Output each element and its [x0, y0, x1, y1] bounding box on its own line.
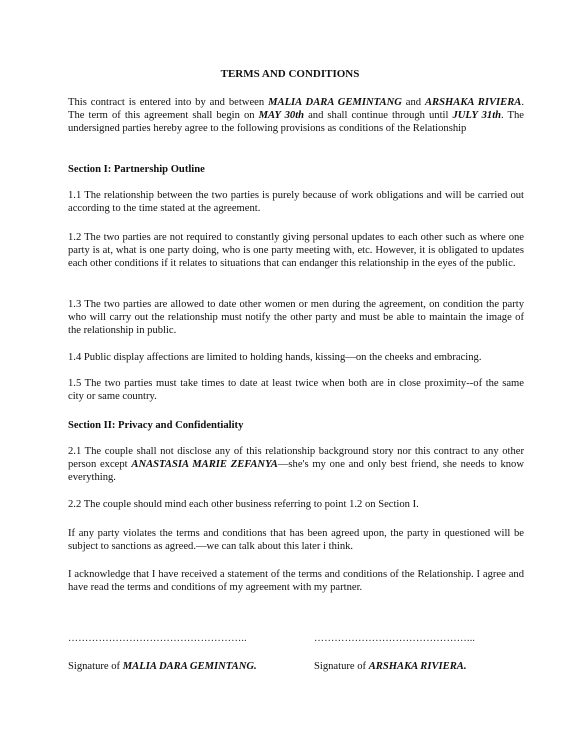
clause-1-1: 1.1 The relationship between the two parties is purely because of work obligations and will be carried out according to the time stated at the agreement. [68, 190, 524, 215]
section1-heading: Section I: Partnership Outline [68, 164, 205, 175]
clause-1-5: 1.5 The two parties must take times to date at least twice when both are in close proximity--of the same city or same country. [68, 378, 524, 403]
signature-label-left [68, 660, 257, 673]
intro-paragraph [68, 96, 524, 136]
clause-1-3: 1.3 The two parties are allowed to date other women or men during the agreement, on condition the party who will carry out the relationship must notify the other party and must be able to maintain the image of the relationship in public. [68, 299, 524, 337]
clause-1-4: 1.4 Public display affections are limited to holding hands, kissing—on the cheeks and embracing. [68, 352, 482, 363]
signature-prefix-right: Signature of [314, 661, 369, 672]
start-date: MAY 30th [258, 110, 305, 122]
intro-text-1: This contract is entered into by and between [68, 97, 269, 108]
signature-label-right [314, 660, 466, 673]
signature-name-left: MALIA DARA GEMINTANG. [122, 661, 257, 672]
party1-name: MALIA DARA GEMINTANG [268, 97, 402, 108]
violation-paragraph: If any party violates the terms and conditions that has been agreed upon, the party in questioned will be subject to sanctions as agreed.—we can talk about this later i think. [68, 528, 524, 553]
clause-2-1-text-a: 2.1 The couple shall not disclose any of this relationship background story nor this contract to any other person except [68, 446, 524, 471]
intro-text-3: . The term of this agreement shall begin on [68, 97, 524, 122]
clause-2-1-text-b: —she's my one and only best friend, she needs to know everything. [68, 459, 524, 484]
party2-name: ARSHAKA RIVIERA [424, 97, 522, 108]
signature-prefix-left: Signature of [68, 661, 123, 672]
clause-1-2: 1.2 The two parties are not required to constantly giving personal updates to each other such as where one party is at, what is one party doing, who is one party meeting with, etc. However, it is obligated to updates each other conditions if it relates to situations that can endanger this relationship in the eyes of the public. [68, 232, 524, 270]
clause-2-2: 2.2 The couple should mind each other business referring to point 1.2 on Section I. [68, 499, 419, 510]
friend-name: ANASTASIA MARIE ZEFANYA [131, 459, 278, 471]
signature-line-left: …………………………………………….. [68, 633, 247, 644]
signature-name-right: ARSHAKA RIVIERA. [368, 661, 467, 672]
section2-heading: Section II: Privacy and Confidentiality [68, 420, 244, 431]
intro-text-5: . The undersigned parties hereby agree to the following provisions as conditions of the Relationship [68, 110, 524, 135]
document-title: TERMS AND CONDITIONS [220, 68, 360, 80]
signature-line-right: ………………………………………... [314, 633, 476, 644]
clause-2-1 [68, 445, 524, 485]
intro-text-2: and [401, 97, 425, 108]
acknowledgement-paragraph: I acknowledge that I have received a statement of the terms and conditions of the Relationship. I agree and have read the terms and conditions of my agreement with my partner. [68, 569, 524, 594]
intro-text-4: and shall continue through until [304, 110, 453, 122]
end-date: JULY 31th [452, 110, 502, 122]
